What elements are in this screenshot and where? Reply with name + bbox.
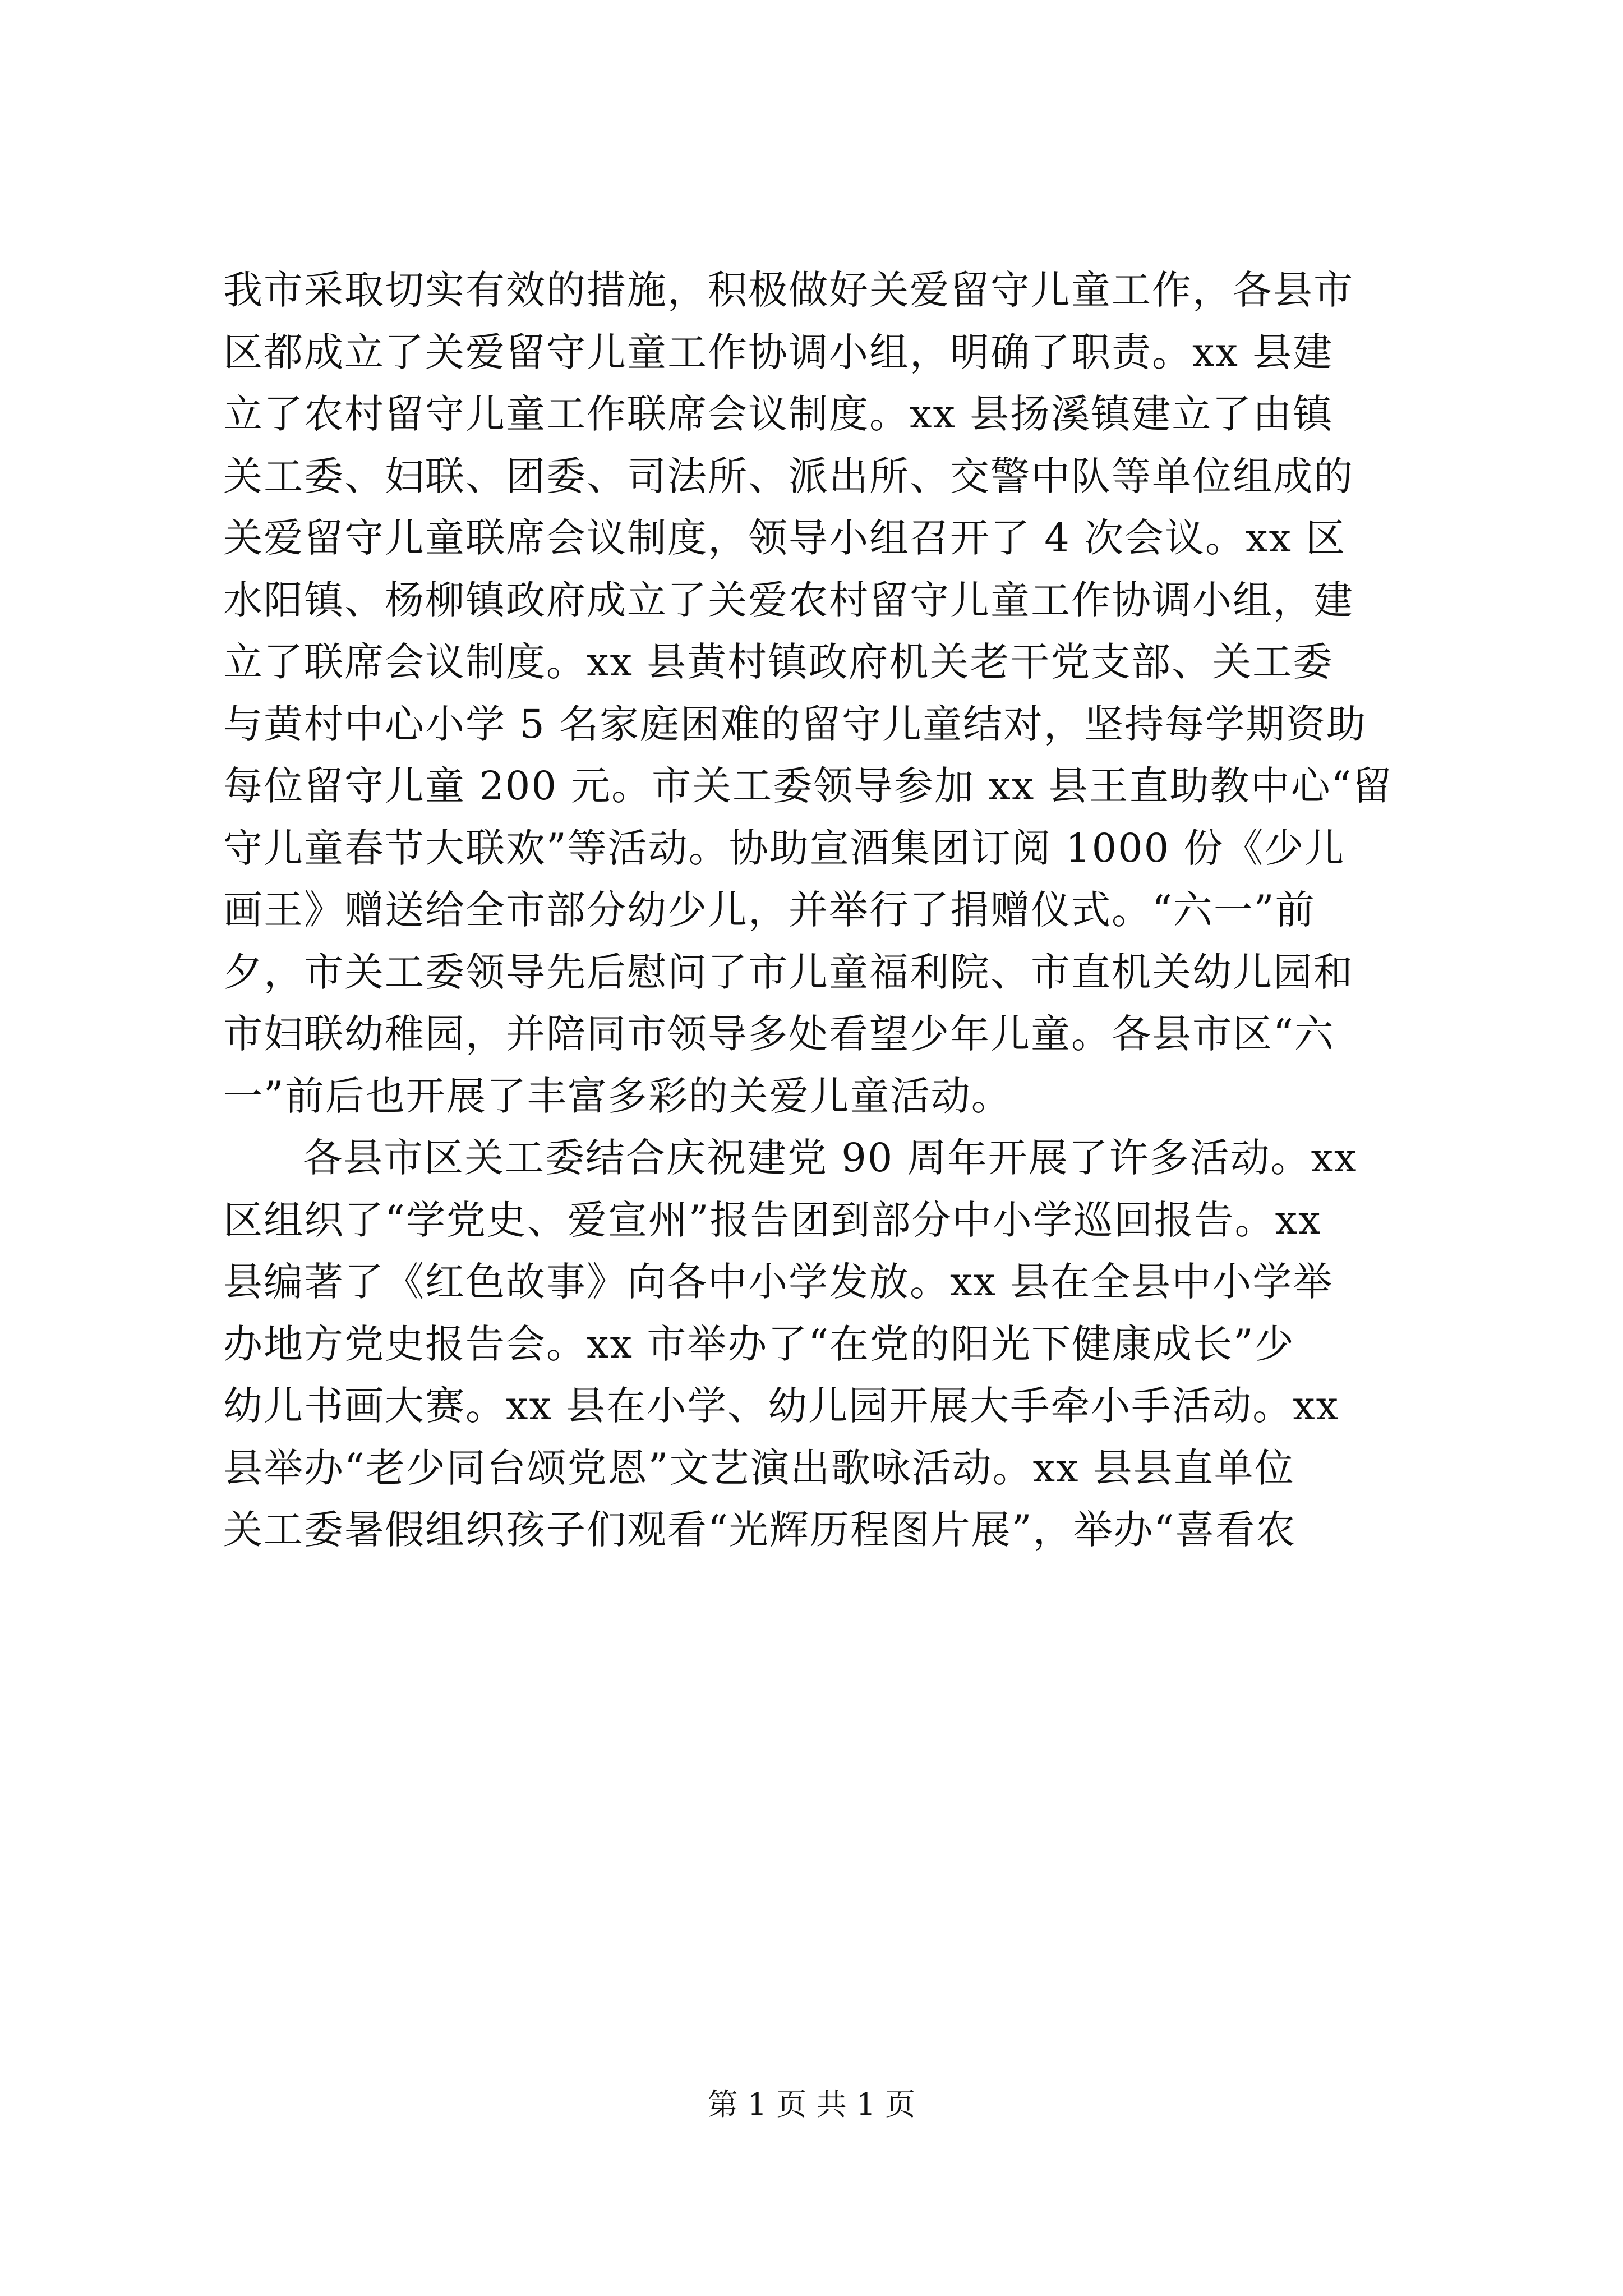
text-line: 区组织了“学党史、爱宣州”报告团到部分中小学巡回报告。xx bbox=[223, 1197, 1322, 1243]
text-line: 市妇联幼稚园，并陪同市领导多处看望少年儿童。各县市区“六 bbox=[223, 1011, 1335, 1057]
text-line: 我市采取切实有效的措施，积极做好关爱留守儿童工作，各县市 bbox=[223, 267, 1354, 313]
text-line: 关工委暑假组织孩子们观看“光辉历程图片展”，举办“喜看农 bbox=[223, 1507, 1297, 1553]
text-line: 守儿童春节大联欢”等活动。协助宣酒集团订阅 1000 份《少儿 bbox=[223, 825, 1345, 871]
text-line: 区都成立了关爱留守儿童工作协调小组，明确了职责。xx 县建 bbox=[223, 329, 1334, 375]
paragraph-2 bbox=[223, 1127, 1401, 1561]
text-line: 夕，市关工委领导先后慰问了市儿童福利院、市直机关幼儿园和 bbox=[223, 949, 1354, 995]
paragraph-1 bbox=[223, 259, 1401, 1127]
text-line: 立了联席会议制度。xx 县黄村镇政府机关老干党支部、关工委 bbox=[223, 639, 1334, 685]
text-line: 与黄村中心小学 5 名家庭困难的留守儿童结对，坚持每学期资助 bbox=[223, 701, 1367, 747]
text-line: 县举办“老少同台颂党恩”文艺演出歌咏活动。xx 县县直单位 bbox=[223, 1444, 1295, 1491]
text-line: 办地方党史报告会。xx 市举办了“在党的阳光下健康成长”少 bbox=[223, 1320, 1295, 1367]
text-line: 关爱留守儿童联席会议制度，领导小组召开了 4 次会议。xx 区 bbox=[223, 515, 1347, 561]
text-line: 一”前后也开展了丰富多彩的关爱儿童活动。 bbox=[223, 1073, 1012, 1119]
text-line: 每位留守儿童 200 元。市关工委领导参加 xx 县王直助教中心“留 bbox=[223, 763, 1393, 809]
text-line: 幼儿书画大赛。xx 县在小学、幼儿园开展大手牵小手活动。xx bbox=[223, 1383, 1340, 1429]
text-line: 关工委、妇联、团委、司法所、派出所、交警中队等单位组成的 bbox=[223, 453, 1354, 499]
text-line: 水阳镇、杨柳镇政府成立了关爱农村留守儿童工作协调小组，建 bbox=[223, 577, 1354, 623]
document-body bbox=[223, 259, 1401, 1561]
text-line: 立了农村留守儿童工作联席会议制度。xx 县扬溪镇建立了由镇 bbox=[223, 391, 1334, 437]
text-line: 县编著了《红色故事》向各中小学发放。xx 县在全县中小学举 bbox=[223, 1259, 1334, 1305]
text-line: 各县市区关工委结合庆祝建党 90 周年开展了许多活动。xx bbox=[303, 1135, 1358, 1181]
text-line: 画王》赠送给全市部分幼少儿，并举行了捐赠仪式。“六一”前 bbox=[223, 887, 1316, 933]
page-footer: 第 1 页 共 1 页 bbox=[707, 2087, 916, 2122]
